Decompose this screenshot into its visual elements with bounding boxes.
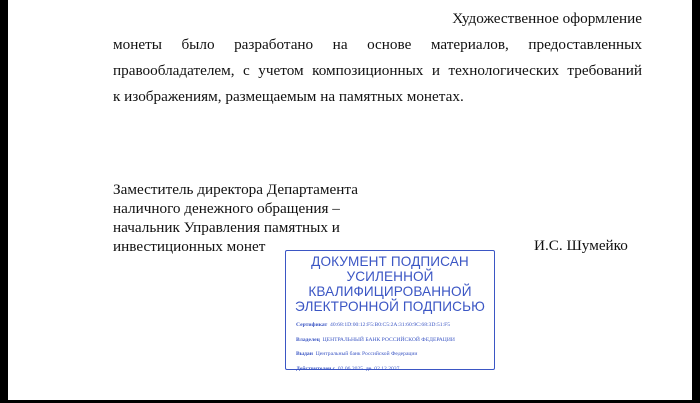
document-page — [8, 0, 692, 400]
electronic-signature-stamp — [285, 250, 495, 370]
paragraph-line: Художественное оформление — [452, 10, 642, 27]
stamp-title-line: ЭЛЕКТРОННОЙ ПОДПИСЬЮ — [295, 299, 485, 314]
stamp-issuer — [296, 351, 494, 358]
issuer-label: Выдан — [296, 351, 313, 357]
stamp-certificate — [296, 322, 494, 329]
position-line: Заместитель директора Департамента — [113, 181, 358, 198]
valid-from-value: 02.06.2025 — [337, 365, 364, 372]
stamp-title-line: КВАЛИФИЦИРОВАННОЙ — [308, 284, 472, 299]
stamp-title-line: ДОКУМЕНТ ПОДПИСАН — [311, 254, 469, 269]
stamp-title — [286, 254, 494, 314]
position-line: наличного денежного обращения – — [113, 200, 340, 217]
stamp-title-line: УСИЛЕННОЙ — [346, 269, 434, 284]
paragraph-line: монеты было разработано на основе материалов, предоставленных — [113, 36, 642, 53]
stamp-details — [286, 322, 494, 373]
valid-from-label: Действителен с — [296, 365, 336, 372]
signatory-position — [113, 180, 358, 256]
body-paragraph — [113, 6, 642, 110]
paragraph-line: к изображениям, размещаемым на памятных монетах. — [113, 88, 464, 105]
issuer-value: Центральный банк Российской Федерации — [315, 351, 418, 357]
owner-value: ЦЕНТРАЛЬНЫЙ БАНК РОССИЙСКОЙ ФЕДЕРАЦИИ — [322, 336, 455, 343]
signatory-name: И.С. Шумейко — [534, 237, 628, 254]
certificate-value: 40:68:1D:00:12:F5:B0:C5:2A:31:60:9C:68:3D:51:F5 — [330, 322, 451, 328]
stamp-validity — [296, 366, 494, 373]
position-line: инвестиционных монет — [113, 238, 266, 255]
valid-to-value: 02.12.2037 — [374, 365, 400, 372]
paragraph-line: правообладателем, с учетом композиционных и технологических требований — [113, 62, 642, 79]
stamp-owner — [296, 337, 494, 344]
valid-to-label: до — [365, 365, 372, 372]
certificate-label: Сертификат — [296, 322, 328, 328]
owner-label: Владелец — [296, 336, 320, 343]
position-line: начальник Управления памятных и — [113, 219, 340, 236]
